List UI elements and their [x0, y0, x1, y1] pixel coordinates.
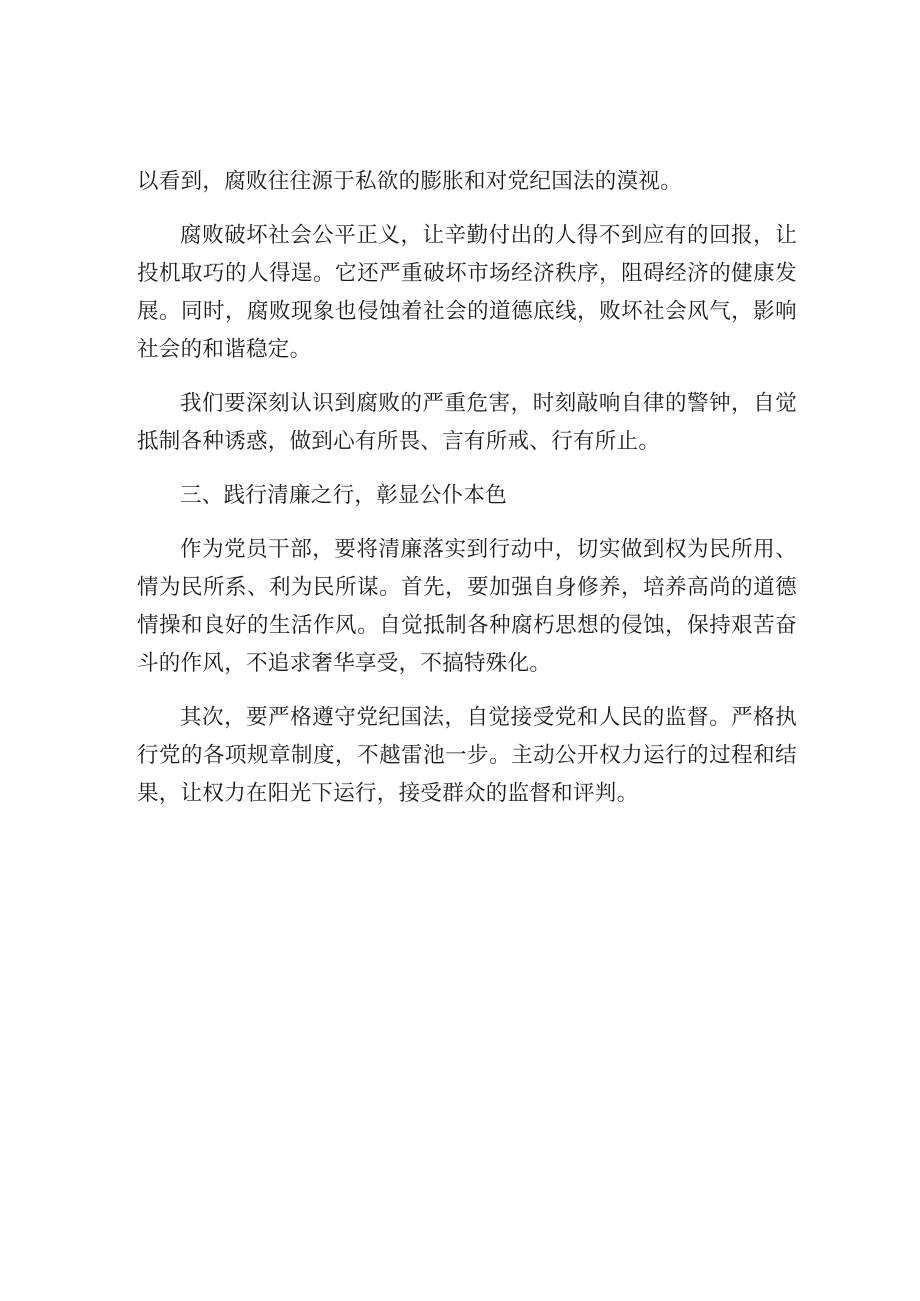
document-body	[137, 163, 797, 829]
paragraph-corruption-harm: 腐败破坏社会公平正义，让辛勤付出的人得不到应有的回报，让投机取巧的人得逞。它还严重破坏市场经济秩序，阻碍经济的健康发展。同时，腐败现象也侵蚀着社会的道德底线，败坏社会风气，影响社会的和谐稳定。	[137, 223, 797, 362]
paragraph-supervision: 其次，要严格遵守党纪国法，自觉接受党和人民的监督。严格执行党的各项规章制度，不越雷池一步。主动公开权力运行的过程和结果，让权力在阳光下运行，接受群众的监督和评判。	[137, 705, 797, 806]
paragraph-self-discipline: 我们要深刻认识到腐败的严重危害，时刻敲响自律的警钟，自觉抵制各种诱惑，做到心有所畏、言有所戒、行有所止。	[137, 391, 797, 454]
paragraph-continuation: 以看到，腐败往往源于私欲的膨胀和对党纪国法的漠视。	[137, 169, 683, 194]
paragraph-party-cadre: 作为党员干部，要将清廉落实到行动中，切实做到权为民所用、情为民所系、利为民所谋。首先，要加强自身修养，培养高尚的道德情操和良好的生活作风。自觉抵制各种腐朽思想的侵蚀，保持艰苦奋斗的作风，不追求奢华享受，不搞特殊化。	[137, 537, 797, 676]
section-heading-three: 三、践行清廉之行，彰显公仆本色	[180, 483, 508, 508]
